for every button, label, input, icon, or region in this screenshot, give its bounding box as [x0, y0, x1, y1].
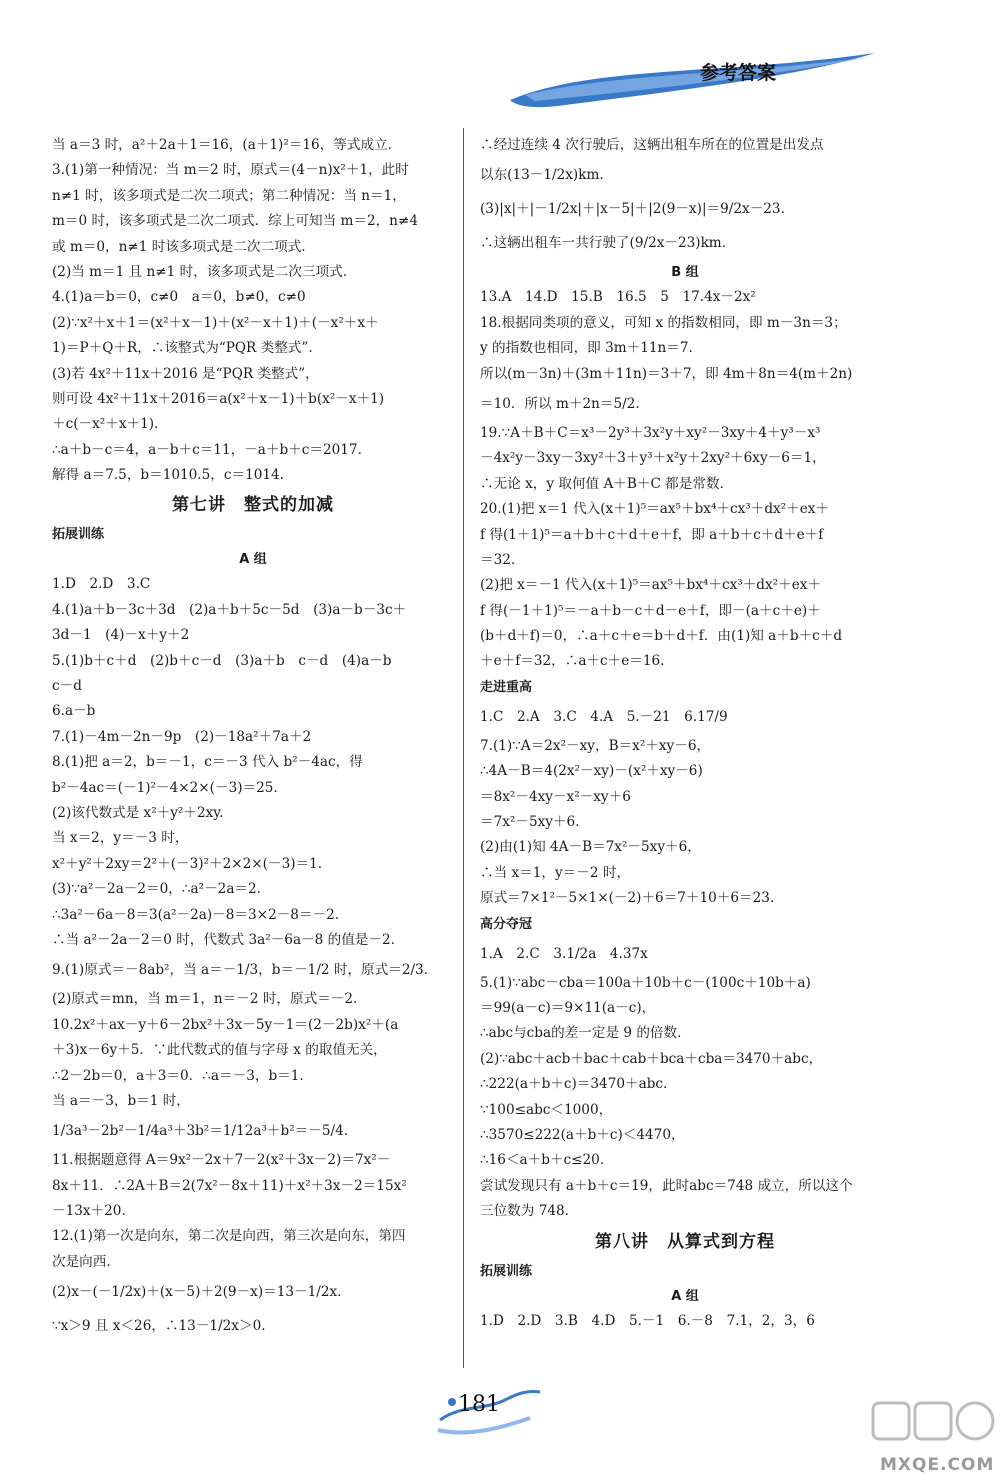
- answer-line: 10.2x²＋ax－y＋6－2bx²＋3x－5y－1＝(2－2b)x²＋(a: [52, 1016, 399, 1033]
- answer-line: ∴3a²－6a－8＝3(a²－2a)－8＝3×2－8＝－2.: [52, 906, 340, 923]
- header-banner: [505, 45, 880, 115]
- answer-line: －4x²y－3xy－3xy²＋3＋y³＋x²y＋2xy²＋6xy－6＝1，: [480, 450, 826, 467]
- answer-line: (b＋d＋f)＝0，∴a＋c＋e＝b＋d＋f．由(1)知 a＋b＋c＋d: [480, 628, 843, 645]
- answer-line: 当 a＝－3，b＝1 时，: [52, 1092, 190, 1109]
- answer-line: 当 x＝2，y＝－3 时，: [52, 830, 189, 847]
- answer-line: (2)∵x²＋x＋1＝(x²＋x－1)＋(x²－x＋1)＋(－x²＋x＋: [52, 314, 379, 331]
- answer-line: 以东(13－1/2x)km.: [480, 167, 604, 184]
- answer-line: 解得 a＝7.5，b＝1010.5，c＝1014.: [52, 467, 284, 484]
- answer-line: 1/3a³－2b²－1/4a³＋3b²＝1/12a³＋b²＝－5/4.: [52, 1123, 349, 1140]
- answer-line: ＋c(－x²＋x＋1).: [52, 416, 159, 433]
- answer-line: (2)该代数式是 x²＋y²＋2xy.: [52, 804, 224, 821]
- answer-line: 6.a－b: [52, 703, 96, 720]
- answer-line: (2)当 m＝1 且 n≠1 时，该多项式是二次三项式.: [52, 263, 348, 280]
- answer-line: 5.(1)∵abc－cba＝100a＋10b＋c－(100c＋10b＋a): [480, 974, 811, 991]
- answer-line: ∴16＜a＋b＋c≤20.: [480, 1152, 605, 1169]
- section-title: 第八讲 从算式到方程: [595, 1231, 775, 1252]
- answer-line: ＝10．所以 m＋2n＝5/2.: [480, 395, 640, 412]
- answer-line: f 得(－1＋1)⁵＝－a＋b－c＋d－e＋f，即－(a＋c＋e)＋: [480, 602, 821, 619]
- answer-line: ＝8x²－4xy－x²－xy＋6: [480, 788, 631, 805]
- answer-line: 三位数为 748.: [480, 1203, 569, 1220]
- answer-line: f 得(1＋1)⁵＝a＋b＋c＋d＋e＋f，即 a＋b＋c＋d＋e＋f: [480, 526, 824, 543]
- group-title: B 组: [671, 265, 699, 281]
- answer-line: (2)∵abc＋acb＋bac＋cab＋bca＋cba＝3470＋abc，: [480, 1050, 823, 1067]
- answer-line: 1)＝P＋Q＋R，∴该整式为“PQR 类整式”.: [52, 340, 313, 357]
- answer-line: m＝0 时，该多项式是二次二项式．综上可知当 m＝2，n≠4: [52, 213, 418, 230]
- answer-line: ∴当 x＝1，y＝－2 时，: [480, 864, 631, 881]
- answer-line: 1.A 2.C 3.1/2a 4.37x: [480, 945, 648, 962]
- answer-line: 13.A 14.D 15.B 16.5 5 17.4x－2x²: [480, 289, 756, 306]
- answer-line: (3)∵a²－2a－2＝0，∴a²－2a＝2.: [52, 881, 261, 898]
- answer-line: 当 a＝3 时，a²＋2a＋1＝16，(a＋1)²＝16，等式成立.: [52, 137, 392, 153]
- answer-line: ∵100≤abc＜1000，: [480, 1101, 613, 1118]
- answer-line: 5.(1)b＋c＋d (2)b＋c－d (3)a＋b c－d (4)a－b: [52, 652, 392, 669]
- answer-line: 7.(1)∵A＝2x²－xy，B＝x²＋xy－6，: [480, 737, 711, 754]
- answer-line: ∴当 a²－2a－2＝0 时，代数式 3a²－6a－8 的值是－2.: [52, 931, 395, 948]
- answer-line: c－d: [52, 678, 82, 695]
- answer-line: 11.根据题意得 A＝9x²－2x＋7－2(x²＋3x－2)＝7x²－: [52, 1152, 391, 1169]
- answer-line: 7.(1)－4m－2n－9p (2)－18a²＋7a＋2: [52, 728, 312, 745]
- section-title: 第七讲 整式的加减: [172, 495, 334, 516]
- answer-line: ∴abc与cba的差一定是 9 的倍数.: [480, 1025, 682, 1042]
- answer-line: ＝7x²－5xy＋6.: [480, 814, 580, 831]
- answer-line: ∴这辆出租车一共行驶了(9/2x－23)km.: [480, 235, 727, 252]
- answer-line: 原式＝7×1²－5×1×(－2)＋6＝7＋10＋6＝23.: [480, 890, 775, 907]
- answer-line: (2)由(1)知 4A－B＝7x²－5xy＋6，: [480, 839, 701, 856]
- answer-line: 尝试发现只有 a＋b＋c＝19，此时abc＝748 成立，所以这个: [480, 1177, 853, 1194]
- answer-line: 4.(1)a＋b－3c＋3d (2)a＋b＋5c－5d (3)a－b－3c＋: [52, 601, 407, 618]
- answer-line: ∴222(a＋b＋c)＝3470＋abc.: [480, 1076, 668, 1093]
- answer-line: y 的指数也相同，即 3m＋11n＝7.: [480, 340, 693, 357]
- group-title: A 组: [671, 1288, 699, 1304]
- answer-line: 1.D 2.D 3.B 4.D 5.－1 6.－8 7.1，2，3，6: [480, 1312, 815, 1329]
- answer-line: 19.∵A＋B＋C＝x³－2y³＋3x²y＋xy²－3xy＋4＋y³－x³: [480, 424, 821, 441]
- answer-line: 次是向西.: [52, 1253, 111, 1270]
- subsection-title: 拓展训练: [480, 1263, 533, 1279]
- answer-line: 20.(1)把 x＝1 代入(x＋1)⁵＝ax⁵＋bx⁴＋cx³＋dx²＋ex＋: [480, 501, 830, 518]
- answer-line: (2)x－(－1/2x)＋(x－5)＋2(9－x)＝13－1/2x.: [52, 1284, 342, 1301]
- answer-line: －13x＋20.: [52, 1203, 126, 1220]
- answer-line: ∴4A－B＝4(2x²－xy)－(x²＋xy－6): [480, 763, 703, 780]
- answer-line: ∴无论 x，y 取何值 A＋B＋C 都是常数.: [480, 475, 724, 492]
- answer-line: b²－4ac＝(－1)²－4×2×(－3)＝25.: [52, 779, 278, 796]
- left-column: [52, 133, 454, 1343]
- answer-line: ＝32.: [480, 551, 516, 568]
- answer-line: 8.(1)把 a＝2，b＝－1，c＝－3 代入 b²－4ac，得: [52, 754, 363, 771]
- answer-line: 所以(m－3n)＋(3m＋11n)＝3＋7，即 4m＋8n＝4(m＋2n): [480, 365, 853, 382]
- answer-line: n≠1 时，该多项式是二次二项式；第二种情况：当 n＝1，: [52, 187, 406, 204]
- answer-line: 8x＋11．∴2A＋B＝2(7x²－8x＋11)＋x²＋3x－2＝15x²: [52, 1177, 407, 1194]
- subsection-title: 走进重高: [480, 679, 533, 695]
- answer-line: 1.C 2.A 3.C 4.A 5.－21 6.17/9: [480, 708, 728, 725]
- header-title: 参考答案: [700, 62, 777, 84]
- subsection-title: 拓展训练: [52, 527, 105, 543]
- answer-line: ∵x＞9 且 x＜26，∴13－1/2x＞0.: [52, 1318, 266, 1335]
- answer-line: (2)原式＝mn，当 m＝1，n＝－2 时，原式＝－2.: [52, 991, 358, 1008]
- answer-line: (3)若 4x²＋11x＋2016 是“PQR 类整式”，: [52, 365, 319, 382]
- answer-line: ∴2－2b＝0，a＋3＝0．∴a＝－3，b＝1.: [52, 1067, 304, 1084]
- answer-line: ＋e＋f＝32，∴a＋c＋e＝16.: [480, 653, 665, 670]
- page-number: 181: [458, 1392, 500, 1417]
- watermark-text: MXQE.COM: [880, 1455, 995, 1475]
- answer-line: (2)把 x＝－1 代入(x＋1)⁵＝ax⁵＋bx⁴＋cx³＋dx²＋ex＋: [480, 577, 822, 594]
- column-divider: [463, 128, 464, 1368]
- answer-line: 12.(1)第一次是向东，第二次是向西，第三次是向东，第四: [52, 1228, 406, 1245]
- answer-line: 1.D 2.D 3.C: [52, 576, 151, 593]
- answer-line: ＝99(a－c)＝9×11(a－c)，: [480, 999, 656, 1016]
- subsection-title: 高分夺冠: [480, 916, 533, 932]
- answer-line: 9.(1)原式＝－8ab²，当 a＝－1/3，b＝－1/2 时，原式＝2/3.: [52, 962, 429, 979]
- answer-line: (3)|x|＋|－1/2x|＋|x－5|＋|2(9－x)|＝9/2x－23.: [480, 201, 785, 218]
- right-column: [480, 133, 890, 1334]
- answer-line: 则可设 4x²＋11x＋2016＝a(x²＋x－1)＋b(x²－x＋1): [52, 390, 385, 407]
- answer-line: 或 m＝0，n≠1 时该多项式是二次二项式.: [52, 238, 306, 255]
- answer-line: ∴3570≤222(a＋b＋c)＜4470，: [480, 1126, 685, 1143]
- answer-line: x²＋y²＋2xy＝2²＋(－3)²＋2×2×(－3)＝1.: [52, 855, 323, 872]
- answer-line: ＋3)x－6y＋5．∵此代数式的值与字母 x 的取值无关，: [52, 1042, 387, 1059]
- answer-line: 18.根据同类项的意义，可知 x 的指数相同，即 m－3n＝3；: [480, 314, 847, 331]
- answer-line: 4.(1)a＝b＝0，c≠0 a＝0，b≠0，c≠0: [52, 289, 306, 306]
- answer-line: 3.(1)第一种情况：当 m＝2 时，原式＝(4－n)x²＋1，此时: [52, 162, 409, 179]
- answer-line: 3d－1 (4)－x＋y＋2: [52, 627, 190, 644]
- answer-line: ∴经过连续 4 次行驶后，这辆出租车所在的位置是出发点: [480, 137, 824, 153]
- group-title: A 组: [239, 552, 267, 568]
- answer-line: ∴a＋b－c＝4，a－b＋c＝11，－a＋b＋c＝2017.: [52, 441, 362, 458]
